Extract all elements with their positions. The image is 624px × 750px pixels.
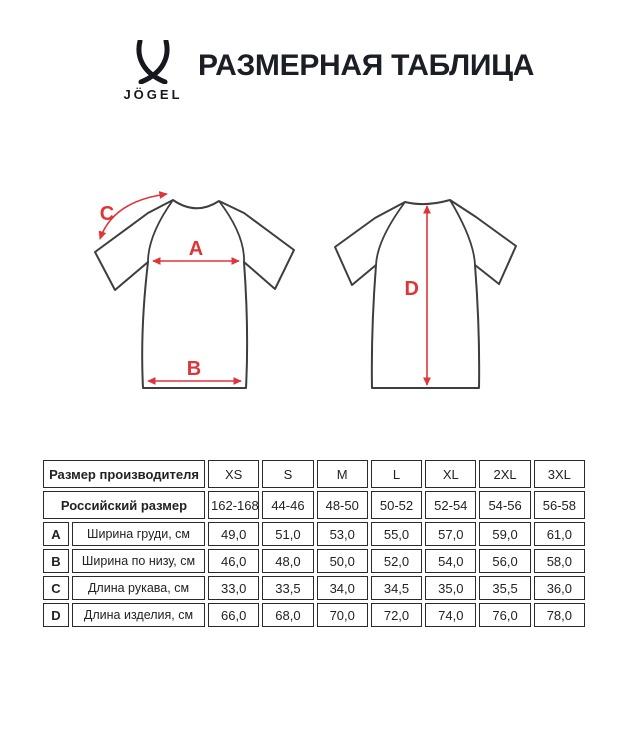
russian-size-cell: 44-46 bbox=[262, 491, 313, 519]
value-cell: 52,0 bbox=[371, 549, 422, 573]
tshirt-back-diagram bbox=[330, 185, 580, 403]
measure-label-a: A bbox=[188, 238, 204, 260]
table-row-d bbox=[43, 603, 585, 627]
russian-size-row bbox=[43, 491, 585, 519]
value-cell: 58,0 bbox=[534, 549, 585, 573]
value-cell: 57,0 bbox=[425, 522, 476, 546]
page-title: РАЗМЕРНАЯ ТАБЛИЦА bbox=[198, 49, 535, 82]
size-header: XS bbox=[208, 460, 259, 488]
value-cell: 56,0 bbox=[479, 549, 530, 573]
value-cell: 34,0 bbox=[317, 576, 368, 600]
row-letter: C bbox=[43, 576, 69, 600]
size-header: M bbox=[317, 460, 368, 488]
value-cell: 46,0 bbox=[208, 549, 259, 573]
value-cell: 66,0 bbox=[208, 603, 259, 627]
size-header: XL bbox=[425, 460, 476, 488]
table-row-b bbox=[43, 549, 585, 573]
param-name: Длина изделия, см bbox=[72, 603, 205, 627]
russian-size-label: Российский размер bbox=[43, 491, 205, 519]
value-cell: 51,0 bbox=[262, 522, 313, 546]
russian-size-cell: 56-58 bbox=[534, 491, 585, 519]
value-cell: 49,0 bbox=[208, 522, 259, 546]
manufacturer-size-label: Размер производителя bbox=[43, 460, 205, 488]
size-table bbox=[40, 457, 588, 630]
value-cell: 36,0 bbox=[534, 576, 585, 600]
russian-size-cell: 48-50 bbox=[317, 491, 368, 519]
size-header: 3XL bbox=[534, 460, 585, 488]
value-cell: 50,0 bbox=[317, 549, 368, 573]
value-cell: 33,5 bbox=[262, 576, 313, 600]
measure-label-b: B bbox=[186, 358, 202, 380]
row-letter: A bbox=[43, 522, 69, 546]
russian-size-cell: 162-168 bbox=[208, 491, 259, 519]
param-name: Ширина груди, см bbox=[72, 522, 205, 546]
brand-logo bbox=[108, 40, 198, 102]
value-cell: 34,5 bbox=[371, 576, 422, 600]
value-cell: 72,0 bbox=[371, 603, 422, 627]
manufacturer-size-row bbox=[43, 460, 585, 488]
brand-logo-text: JÖGEL bbox=[123, 87, 183, 102]
value-cell: 61,0 bbox=[534, 522, 585, 546]
header bbox=[0, 0, 624, 120]
param-name: Длина рукава, см bbox=[72, 576, 205, 600]
value-cell: 78,0 bbox=[534, 603, 585, 627]
russian-size-cell: 52-54 bbox=[425, 491, 476, 519]
russian-size-cell: 54-56 bbox=[479, 491, 530, 519]
measure-label-c: C bbox=[99, 203, 115, 225]
value-cell: 59,0 bbox=[479, 522, 530, 546]
value-cell: 68,0 bbox=[262, 603, 313, 627]
table-row-c bbox=[43, 576, 585, 600]
value-cell: 48,0 bbox=[262, 549, 313, 573]
row-letter: D bbox=[43, 603, 69, 627]
value-cell: 35,5 bbox=[479, 576, 530, 600]
measure-label-d: D bbox=[404, 278, 419, 300]
russian-size-cell: 50-52 bbox=[371, 491, 422, 519]
value-cell: 76,0 bbox=[479, 603, 530, 627]
measurement-diagrams bbox=[0, 185, 624, 415]
value-cell: 55,0 bbox=[371, 522, 422, 546]
size-header: 2XL bbox=[479, 460, 530, 488]
value-cell: 74,0 bbox=[425, 603, 476, 627]
value-cell: 54,0 bbox=[425, 549, 476, 573]
size-header: S bbox=[262, 460, 313, 488]
jogel-logo-icon bbox=[132, 40, 174, 84]
value-cell: 53,0 bbox=[317, 522, 368, 546]
param-name: Ширина по низу, см bbox=[72, 549, 205, 573]
tshirt-front-diagram bbox=[63, 185, 313, 403]
table-row-a bbox=[43, 522, 585, 546]
value-cell: 35,0 bbox=[425, 576, 476, 600]
tshirt-back-outline bbox=[335, 200, 516, 388]
value-cell: 70,0 bbox=[317, 603, 368, 627]
value-cell: 33,0 bbox=[208, 576, 259, 600]
row-letter: B bbox=[43, 549, 69, 573]
size-header: L bbox=[371, 460, 422, 488]
